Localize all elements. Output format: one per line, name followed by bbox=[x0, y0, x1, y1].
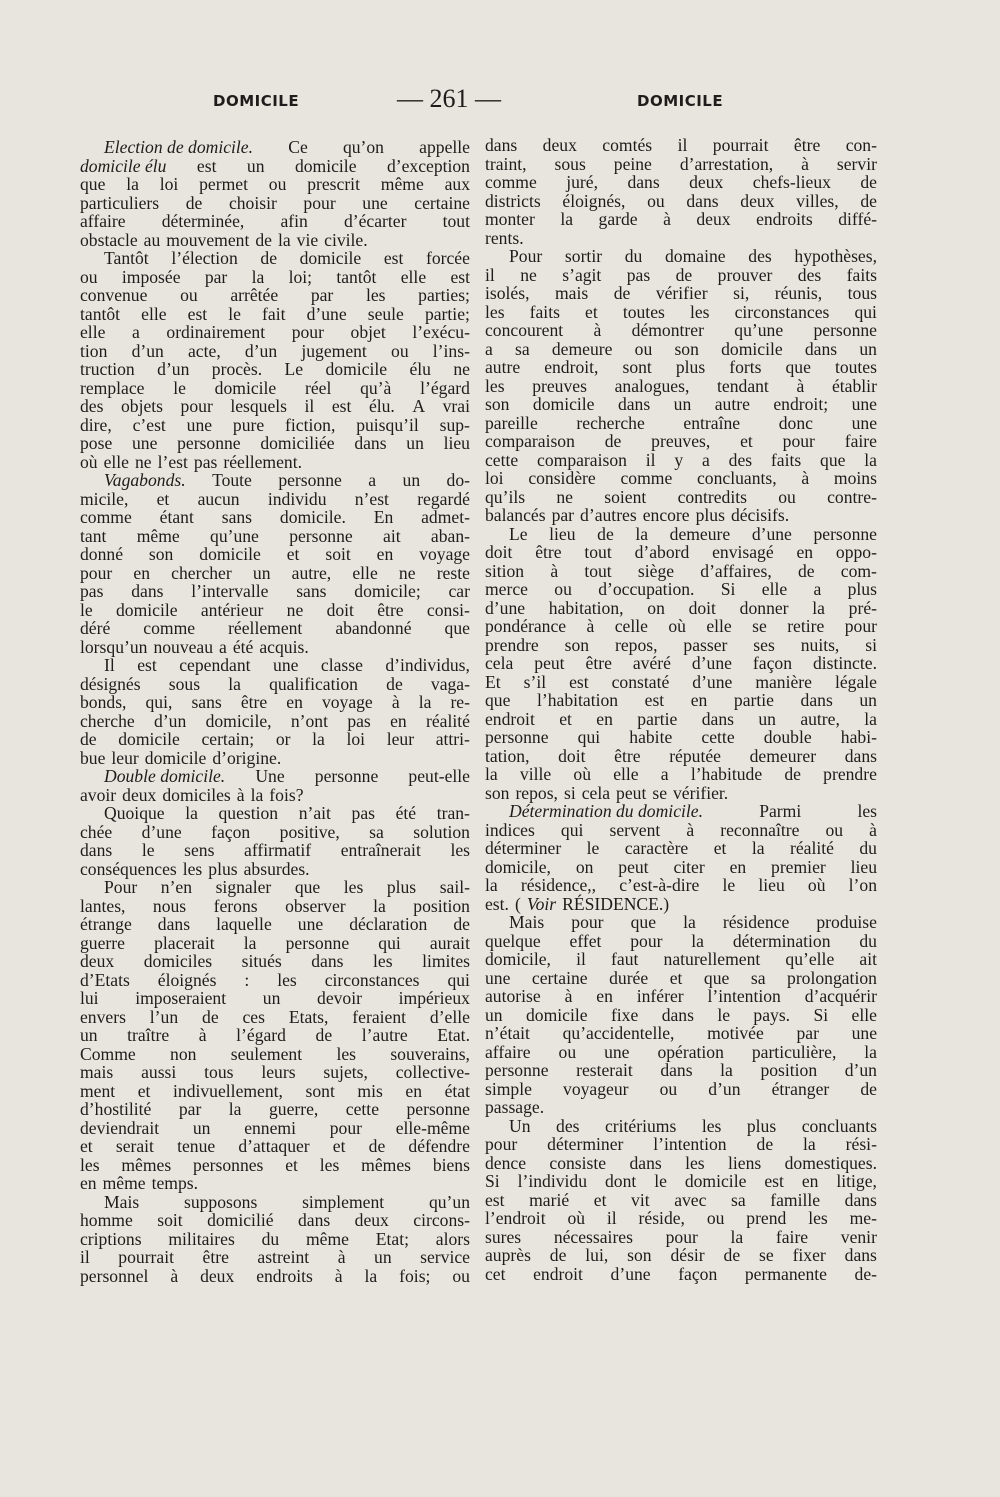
text-line: pas dans l’intervalle sans domicile; car bbox=[80, 581, 470, 601]
left-column bbox=[80, 138, 470, 1285]
text-line: son domicile dans un autre endroit; une bbox=[485, 394, 877, 414]
text-line: monter la garde à deux endroits diffé- bbox=[485, 209, 877, 229]
text-line: personne qui habite cette double habi- bbox=[485, 727, 877, 747]
text-line: pareille recherche entraîne donc une bbox=[485, 412, 877, 433]
text-line: lantes, nous ferons observer la position bbox=[80, 895, 470, 916]
text-line: guerre placerait la personne qui aurait bbox=[80, 932, 470, 953]
text-line: étrange dans laquelle une déclaration de bbox=[80, 914, 470, 934]
text-line: comparaison de preuves, et pour faire bbox=[485, 431, 877, 451]
text-line: le domicile antérieur ne doit être consi- bbox=[80, 599, 470, 620]
text-line: rents. bbox=[485, 227, 524, 248]
right-column bbox=[485, 136, 877, 1283]
text-line: convenue ou arrêtée par les parties; bbox=[80, 285, 470, 305]
text-line: d’Etats éloignés : les circonstances qui bbox=[80, 969, 470, 990]
text-line: avoir deux domiciles à la fois? bbox=[80, 784, 304, 805]
text-line: domicile, on peut citer en premier lieu bbox=[485, 856, 877, 877]
text-line: Pour sortir du domaine des hypothèses, bbox=[509, 246, 877, 266]
text-line: Mais pour que la résidence produise bbox=[509, 912, 877, 932]
text-line: bue leur domicile d’origine. bbox=[80, 747, 282, 768]
text-line: déterminer le caractère et la réalité du bbox=[485, 838, 877, 858]
text-line: bonds, qui, sans être en voyage à la re- bbox=[80, 692, 470, 712]
text-line: particuliers de choisir pour une certaine bbox=[80, 192, 470, 213]
text-line: que l’habitation est en partie dans un bbox=[485, 690, 877, 710]
text-line: Comme non seulement les souverains, bbox=[80, 1043, 470, 1064]
text-line: Vagabonds. Toute personne a un do- bbox=[104, 470, 470, 490]
text-line: tion d’un acte, d’un jugement ou l’ins- bbox=[80, 340, 470, 361]
text-line: l’endroit où il réside, ou prend les me- bbox=[485, 1208, 877, 1228]
text-line: domicile, il faut naturellement qu’elle ait bbox=[485, 949, 877, 969]
running-header bbox=[0, 84, 1000, 124]
text-line: donné son domicile et soit en voyage bbox=[80, 544, 470, 564]
text-line: il ne s’agit pas de prouver des faits bbox=[485, 264, 877, 285]
text-line: dans le sens affirmatif entraînerait les bbox=[80, 840, 470, 860]
text-line: endroit et en partie dans un autre, la bbox=[485, 708, 877, 729]
text-line: affaire déterminée, afin d’écarter tout bbox=[80, 211, 470, 231]
header-right-title: DOMICILE bbox=[637, 92, 724, 110]
text-line: tant même qu’une personne ait aban- bbox=[80, 525, 470, 546]
text-line: personne resterait dans la position d’un bbox=[485, 1060, 877, 1080]
text-line: sures nécessaires pour la faire venir bbox=[485, 1226, 877, 1247]
text-line: dans deux comtés il pourrait être con- bbox=[485, 135, 877, 155]
text-line: balancés par d’autres encore plus décisifs. bbox=[485, 505, 790, 525]
text-line: remplace le domicile réel qu’à l’égard bbox=[80, 377, 470, 398]
text-line: autre endroit, sont plus forts que toutes bbox=[485, 357, 877, 377]
text-line: quelque effet pour la détermination du bbox=[485, 930, 877, 951]
text-line: deux domiciles situés dans les limites bbox=[80, 951, 470, 971]
text-line: la résidence,, c’est-à-dire le lieu où l’on bbox=[485, 875, 877, 895]
text-line: Mais supposons simplement qu’un bbox=[104, 1191, 470, 1212]
text-line: est marié et vit avec sa famille dans bbox=[485, 1189, 877, 1210]
text-line: Pour n’en signaler que les plus sail- bbox=[104, 877, 470, 897]
text-line: tation, doit être réputée demeurer dans bbox=[485, 745, 877, 766]
text-line: et serait tenue d’attaquer et de défendre bbox=[80, 1136, 470, 1156]
text-line: pour déterminer l’intention de la rési- bbox=[485, 1134, 877, 1154]
text-line: des objets pour lesquels il est élu. A vrai bbox=[80, 396, 470, 416]
text-line: en même temps. bbox=[80, 1173, 199, 1193]
text-line: pour en chercher un autre, elle ne reste bbox=[80, 562, 470, 583]
text-line: pondérance à celle où elle se retire pour bbox=[485, 616, 877, 636]
text-line: Il est cependant une classe d’individus, bbox=[104, 655, 470, 675]
text-line: Détermination du domicile. Parmi les bbox=[509, 801, 877, 821]
text-line: envers l’un de ces Etats, feraient d’elle bbox=[80, 1006, 470, 1027]
text-line: il pourrait être astreint à un service bbox=[80, 1247, 470, 1267]
text-line: tantôt elle est le fait d’une seule partie; bbox=[80, 303, 470, 324]
text-line: Si l’individu dont le domicile est en litige, bbox=[485, 1171, 877, 1191]
text-line: ment et indivuellement, sont mis en état bbox=[80, 1080, 470, 1101]
text-line: les mêmes personnes et les mêmes biens bbox=[80, 1154, 470, 1175]
text-line: qu’ils ne soient contredits ou contre- bbox=[485, 486, 877, 507]
text-line: lui imposeraient un devoir impérieux bbox=[80, 988, 470, 1008]
text-line: les preuves analogues, tendant à établir bbox=[485, 375, 877, 396]
text-line: merce ou d’occupation. Si elle a plus bbox=[485, 579, 877, 599]
text-line: criptions militaires du même Etat; alors bbox=[80, 1228, 470, 1249]
text-line: une certaine durée et que sa prolongation bbox=[485, 967, 877, 988]
text-line: désignés sous la qualification de vaga- bbox=[80, 673, 470, 694]
text-line: truction d’un procès. Le domicile élu ne bbox=[80, 359, 470, 379]
text-line: que la loi permet ou prescrit même aux bbox=[80, 174, 470, 194]
text-line: traint, sous peine d’arrestation, à servir bbox=[485, 153, 877, 174]
text-line: deviendrait un ennemi pour elle-même bbox=[80, 1117, 470, 1138]
text-line: simple voyageur ou d’un étranger de bbox=[485, 1078, 877, 1099]
text-line: Election de domicile. Ce qu’on appelle bbox=[104, 137, 470, 157]
text-line: Le lieu de la demeure d’une personne bbox=[509, 523, 877, 544]
text-line: Et s’il est constaté d’une manière légale bbox=[485, 671, 877, 692]
text-line: lorsqu’un nouveau a été acquis. bbox=[80, 636, 309, 657]
text-line: dence consiste dans les liens domestiques. bbox=[485, 1152, 877, 1173]
text-line: les faits et toutes les circonstances qui bbox=[485, 301, 877, 322]
text-line: districts éloignés, ou dans deux villes, de bbox=[485, 190, 877, 211]
text-line: passage. bbox=[485, 1097, 545, 1117]
text-line: chée d’une façon positive, sa solution bbox=[80, 821, 470, 842]
text-line: doit être tout d’abord envisagé en oppo- bbox=[485, 542, 877, 562]
text-line: un domicile fixe dans le pays. Si elle bbox=[485, 1004, 877, 1025]
text-line: sition à tout siège d’affaires, de com- bbox=[485, 560, 877, 581]
text-line: la ville où elle a l’habitude de prendre bbox=[485, 764, 877, 784]
text-line: cela peut être avéré d’une façon distincte. bbox=[485, 653, 877, 673]
text-line: domicile élu est un domicile d’exception bbox=[80, 155, 470, 176]
text-line: autorise à en inférer l’intention d’acquérir bbox=[485, 986, 877, 1006]
text-line: un traître à l’égard de l’autre Etat. bbox=[80, 1025, 470, 1045]
text-line: dire, c’est une pure fiction, puisqu’il sup- bbox=[80, 414, 470, 435]
text-line: ou imposée par la loi; tantôt elle est bbox=[80, 266, 470, 287]
text-line: Un des critériums les plus concluants bbox=[509, 1115, 877, 1136]
text-line: cette comparaison il y a des faits que la bbox=[485, 449, 877, 470]
header-left-title: DOMICILE bbox=[213, 92, 300, 110]
text-line: son repos, si cela peut se vérifier. bbox=[485, 782, 729, 803]
text-line: personnel à deux endroits à la fois; ou bbox=[80, 1265, 470, 1286]
text-line: isolés, mais de vérifier si, réunis, tous bbox=[485, 283, 877, 303]
text-line: de domicile certain; or la loi leur attri- bbox=[80, 729, 470, 749]
text-line: Double domicile. Une personne peut-elle bbox=[104, 766, 470, 786]
text-line: d’une habitation, on doit donner la pré- bbox=[485, 597, 877, 618]
text-line: mais aussi tous leurs sujets, collective- bbox=[80, 1062, 470, 1082]
text-line: où elle ne l’est pas réellement. bbox=[80, 451, 302, 472]
text-line: déré comme réellement abandonné que bbox=[80, 618, 470, 638]
text-line: pose une personne domiciliée dans un lieu bbox=[80, 433, 470, 453]
text-line: est. ( Voir RÉSIDENCE.) bbox=[485, 893, 670, 914]
text-line: homme soit domicilié dans deux circons- bbox=[80, 1210, 470, 1230]
text-line: comme juré, dans deux chefs-lieux de bbox=[485, 172, 877, 192]
text-line: loi considère comme concluants, à moins bbox=[485, 468, 877, 488]
text-line: obstacle au mouvement de la vie civile. bbox=[80, 229, 368, 250]
text-line: d’hostilité par la guerre, cette personne bbox=[80, 1099, 470, 1119]
text-line: Tantôt l’élection de domicile est forcée bbox=[104, 248, 470, 268]
text-line: affaire ou une opération particulière, la bbox=[485, 1041, 877, 1062]
page-number: — 261 — bbox=[397, 84, 501, 113]
text-line: elle a ordinairement pour objet l’exécu- bbox=[80, 322, 470, 342]
text-line: cet endroit d’une façon permanente de- bbox=[485, 1263, 877, 1284]
text-line: indices qui servent à reconnaître ou à bbox=[485, 819, 877, 840]
text-line: Quoique la question n’ait pas été tran- bbox=[104, 803, 470, 823]
text-line: n’était qu’accidentelle, motivée par une bbox=[485, 1023, 877, 1043]
text-line: auprès de lui, son désir de se fixer dans bbox=[485, 1245, 877, 1265]
text-line: micile, et aucun individu n’est regardé bbox=[80, 488, 470, 509]
text-line: cherche d’un domicile, n’ont pas en réalité bbox=[80, 710, 470, 731]
text-line: conséquences les plus absurdes. bbox=[80, 858, 310, 879]
text-line: concourent à démontrer qu’une personne bbox=[485, 320, 877, 340]
text-line: comme étant sans domicile. En admet- bbox=[80, 507, 470, 527]
text-line: a sa demeure ou son domicile dans un bbox=[485, 338, 877, 359]
text-line: prendre son repos, passer ses nuits, si bbox=[485, 634, 877, 655]
